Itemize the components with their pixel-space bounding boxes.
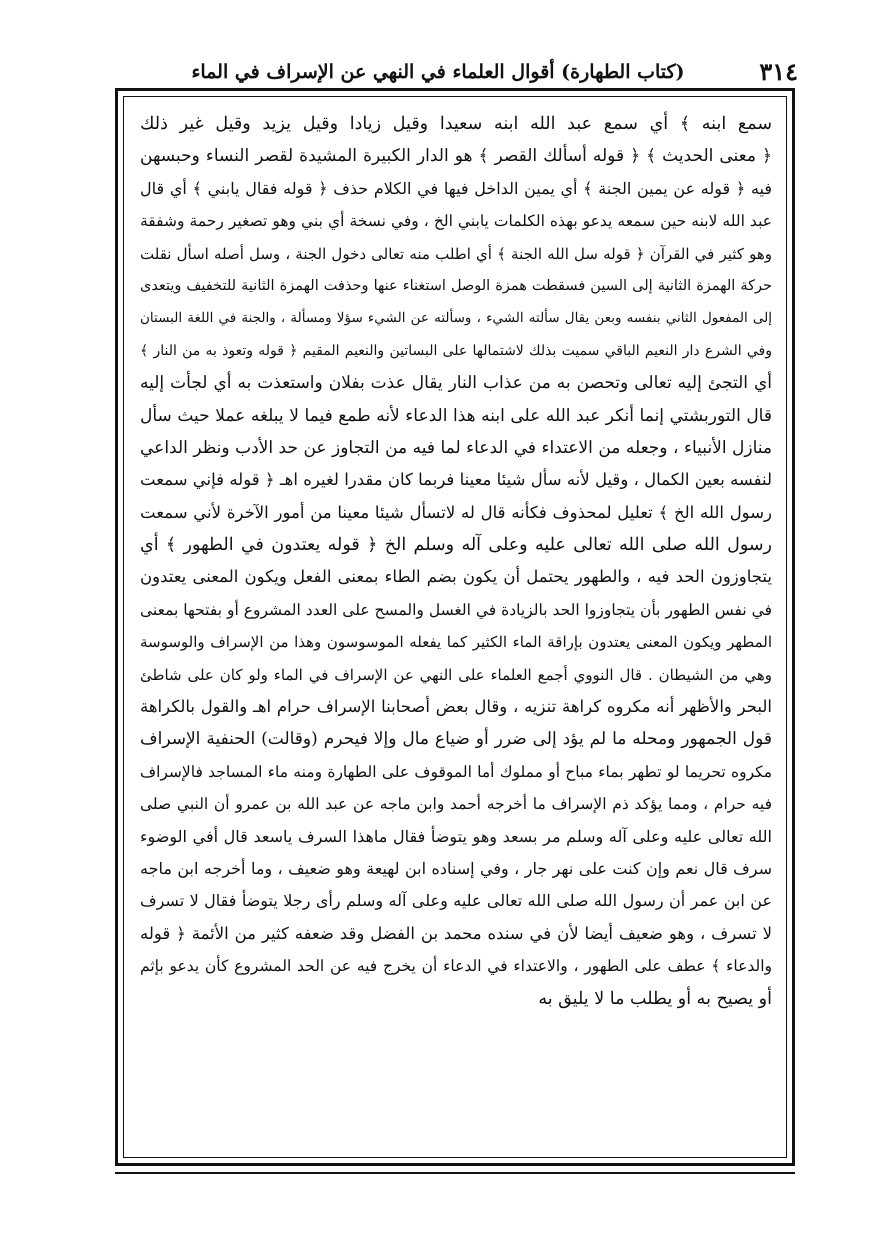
text-line: ﴿ معنى الحديث ﴾ ﴿ قوله أسألك القصر ﴾ هو الدار الكبيرة المشيدة لقصر النساء وحبسهن [140,146,772,167]
text-line: البحر والأظهر أنه مكروه كراهة تنزيه ، وقال بعض أصحابنا الإسراف حرام اهـ والقول بالكراهة [140,697,772,717]
text-line: إلى المفعول الثاني بنفسه وبعن يقال سألته الشيء ، وسألته عن الشيء سؤلا ومسألة ، والجنة في اللغة البستان [140,310,772,327]
text-line: فيه حرام ، ومما يؤكد ذم الإسراف ما أخرجه أحمد وابن ماجه عن عبد الله بن عمرو أن النبي صلى [140,795,772,814]
text-line: لنفسه بعين الكمال ، وقيل لأنه سأل شيئا معينا فربما كان مقدرا لغيره اهـ ﴿ قوله فإني سمعت [140,470,772,490]
commentary-text [140,108,772,1015]
text-line: لا تسرف ، وهو ضعيف أيضا لأن في سنده محمد بن الفضل وقد ضعفه كثير من الأئمة ﴿ قوله [140,923,772,943]
bottom-rule [115,1172,795,1174]
text-line: الله تعالى عليه وعلى آله وسلم مر بسعد وهو يتوضأ فقال ماهذا السرف ياسعد قال أفي الوضوء [140,826,772,846]
text-line: والدعاء ﴾ عطف على الطهور ، والاعتداء في الدعاء أن يخرج فيه عن الحد المشروع كأن يدعو بإثم [140,957,772,976]
text-line: عن ابن عمر أن رسول الله صلى الله تعالى عليه وعلى آله وسلم رأى رجلا يتوضأ فقال لا تسرف [140,891,772,911]
text-line: سمع ابنه ﴾ أي سمع عبد الله ابنه سعيدا وقيل زيادا وقيل يزيد وقيل غير ذلك [140,114,772,134]
text-line: وهو كثير في القرآن ﴿ قوله سل الله الجنة ﴾ أي اطلب منه تعالى دخول الجنة ، وسل أصله اسأل نقلت [140,244,772,263]
text-line: أي التجئ إليه تعالى وتحصن به من عذاب النار يقال عذت بفلان واستعذت به أي لجأت إليه [140,373,772,394]
text-line: مكروه تحريما لو تطهر بماء مباح أو مملوك أما الموقوف على الطهارة ومنه ماء المساجد فالإسراف [140,762,772,781]
text-line: وهي من الشيطان . قال النووي أجمع العلماء على النهي عن الإسراف في الماء ولو كان على شاطئ [140,665,772,684]
text-line: سرف قال نعم وإن كنت على نهر جار ، وفي إسناده ابن لهيعة وهو ضعيف ، وما أخرجه ابن ماجه [140,858,772,878]
text-line: يتجاوزون الحد فيه ، والطهور يحتمل أن يكون بضم الطاء بمعنى الفعل ويكون المعنى يعتدون [140,567,772,587]
page-header [118,56,798,88]
text-line: وفي الشرع دار النعيم الباقي سميت بذلك لاشتمالها على البساتين والنعيم المقيم ﴿ قوله وتعوذ به من النار ﴾ [140,342,772,359]
page-number: ٣١٤ [759,57,798,86]
text-line: رسول الله صلى الله تعالى عليه وعلى آله وسلم الخ ﴿ قوله يعتدون في الطهور ﴾ أي [140,535,772,556]
text-line: حركة الهمزة الثانية إلى السين فسقطت همزة الوصل استغناء عنها وحذفت الهمزة الثانية للتخفيف ويتعدى [140,277,772,294]
text-line: عبد الله لابنه حين سمعه يدعو بهذه الكلمات يابني الخ ، وفي نسخة أي بني وهو تصغير رحمة وشفقة [140,212,772,231]
running-title: (كتاب الطهارة) أقوال العلماء في النهي عن الإسراف في الماء [191,61,685,83]
text-line: فيه ﴿ قوله عن يمين الجنة ﴾ أي يمين الداخل فيها في الكلام حذف ﴿ قوله فقال يابني ﴾ أي قال [140,178,772,198]
text-line: المطهر ويكون المعنى يعتدون بإراقة الماء الكثير كما يفعله الموسوسون وهذا من الإسراف والوسوسة [140,633,772,652]
text-line: رسول الله الخ ﴾ تعليل لمحذوف فكأنه قال له لاتسأل شيئا معينا من أمور الآخرة لأني سمعت [140,502,772,522]
text-line: في نفس الطهور بأن يتجاوزوا الحد بالزيادة في الغسل والمسح على العدد المشروع أو بفتحها بمعنى [140,600,772,619]
text-line-last: أو يصيح به أو يطلب ما لا يليق به [538,988,772,1009]
text-line: قول الجمهور ومحله ما لم يؤد إلى ضرر أو ضياع مال وإلا فيحرم (وقالت) الحنفية الإسراف [140,729,772,750]
text-line: منازل الأنبياء ، وجعله من الاعتداء في الدعاء لما فيه من التجاوز عن حد الأدب ونظر الداعي [140,437,772,458]
text-line: قال التوربشتي إنما أنكر عبد الله على ابنه هذا الدعاء لأنه طمع فيما لا يبلغه عملا حيث سأل [140,405,772,426]
